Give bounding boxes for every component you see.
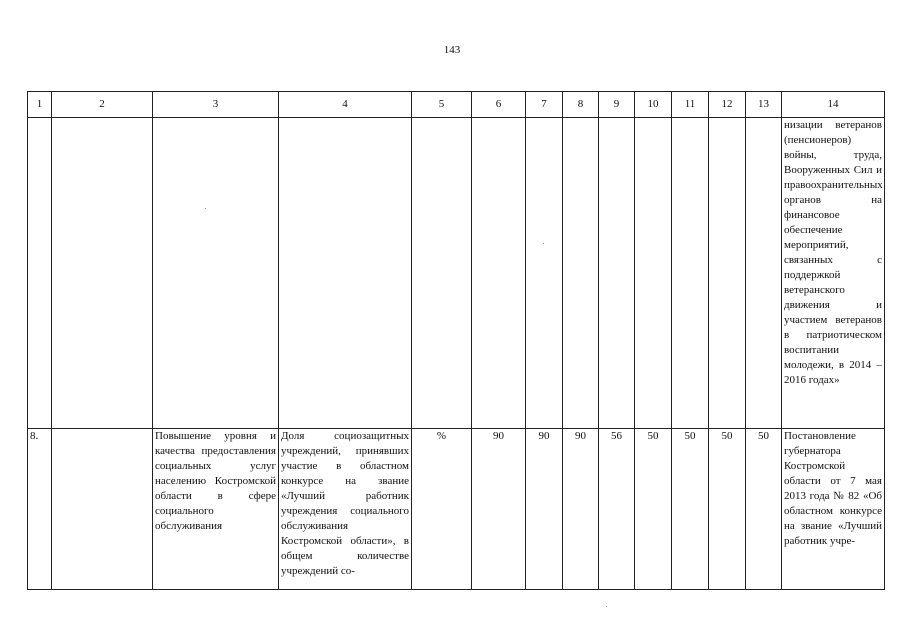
header-cell: 6 [472,92,526,118]
table-cell [412,118,472,429]
data-table [27,91,885,590]
table-cell [52,428,153,589]
value-cell: 50 [635,428,672,589]
table-cell [746,118,782,429]
table-row-8 [28,428,885,589]
indicator-cell: Доля социозащитных учреждений, принявших участие в областном конкурсе на звание «Лучший работник учреждения социального обслуживания Костромской области», в общем количестве учреждений со- [279,428,412,589]
scan-speck [205,208,206,209]
table-cell [526,118,563,429]
header-cell: 1 [28,92,52,118]
header-cell: 14 [782,92,885,118]
legal-basis-cell: низации ветеранов (пенсионеров) войны, труда, Вооруженных Сил и правоохранительных органов на финансовое обеспечение мероприятий, связанных с поддержкой ветеранского движения и участием ветеранов в патриотическом воспитании молодежи, в 2014 – 2016 годах» [782,118,885,429]
table-row-continued [28,118,885,429]
header-cell: 5 [412,92,472,118]
legal-basis-cell: Постановление губернатора Костромской области от 7 мая 2013 года № 82 «Об областном конкурсе на звание «Лучший работник учре- [782,428,885,589]
value-cell: 90 [472,428,526,589]
header-row [28,92,885,118]
table-cell [28,118,52,429]
row-number-cell: 8. [28,428,52,589]
value-cell: 90 [526,428,563,589]
value-cell: 56 [599,428,635,589]
table-cell [599,118,635,429]
table-cell [472,118,526,429]
header-cell: 2 [52,92,153,118]
header-cell: 8 [563,92,599,118]
table-cell [279,118,412,429]
scan-speck [543,243,544,244]
unit-cell: % [412,428,472,589]
header-cell: 7 [526,92,563,118]
header-cell: 4 [279,92,412,118]
header-cell: 11 [672,92,709,118]
table-cell [635,118,672,429]
task-cell: Повышение уровня и качества предоставления социальных услуг населению Костромской области в сфере социального обслуживания [153,428,279,589]
value-cell: 50 [709,428,746,589]
table-cell [672,118,709,429]
header-cell: 9 [599,92,635,118]
value-cell: 50 [672,428,709,589]
page-number: 143 [443,44,461,56]
table-cell [153,118,279,429]
header-cell: 13 [746,92,782,118]
header-cell: 10 [635,92,672,118]
scan-speck [606,606,607,607]
table-cell [52,118,153,429]
header-cell: 3 [153,92,279,118]
header-cell: 12 [709,92,746,118]
table-cell [709,118,746,429]
table-cell [563,118,599,429]
value-cell: 50 [746,428,782,589]
value-cell: 90 [563,428,599,589]
